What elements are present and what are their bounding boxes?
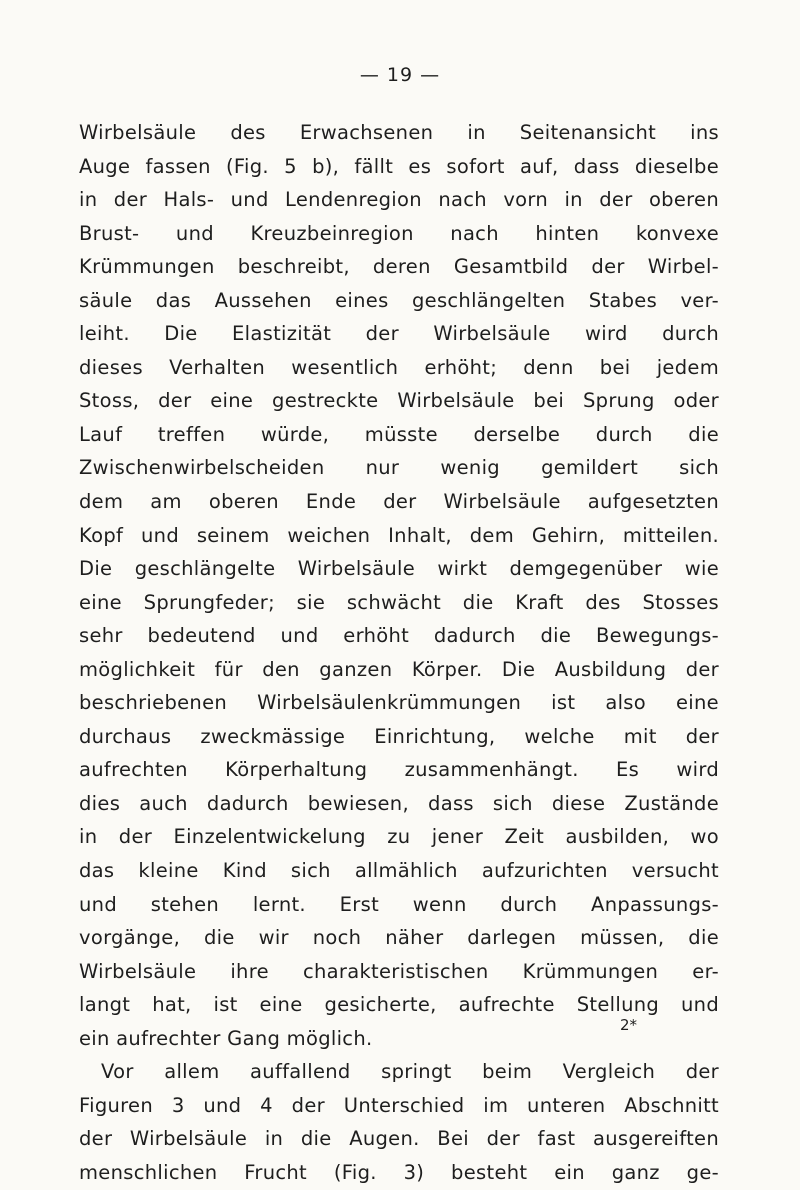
text-line: der Wirbelsäule in die Augen. Bei der fast ausgereiften xyxy=(79,1127,719,1151)
text-line: Auge fassen (Fig. 5 b), fällt es sofort auf, dass dieselbe xyxy=(79,154,719,178)
page-number: — 19 — xyxy=(359,64,441,86)
text-line: Krümmungen beschreibt, deren Gesamtbild der Wirbel- xyxy=(79,255,719,279)
text-line: Figuren 3 und 4 der Unterschied im unteren Abschnitt xyxy=(79,1093,719,1117)
text-line: in der Hals- und Lendenregion nach vorn in der oberen xyxy=(79,188,719,212)
text-line: menschlichen Frucht (Fig. 3) besteht ein ganz ge- xyxy=(79,1160,719,1184)
text-line: vorgänge, die wir noch näher darlegen müssen, die xyxy=(79,926,719,950)
text-line: Kopf und seinem weichen Inhalt, dem Gehirn, mitteilen. xyxy=(79,523,719,547)
text-line: in der Einzelentwickelung zu jener Zeit ausbilden, wo xyxy=(79,825,719,849)
text-line: Vor allem auffallend springt beim Vergleich der xyxy=(101,1060,719,1084)
text-line: leiht. Die Elastizität der Wirbelsäule wird durch xyxy=(79,322,719,346)
text-line: Lauf treffen würde, müsste derselbe durch die xyxy=(79,422,719,446)
text-line: Brust- und Kreuzbeinregion nach hinten konvexe xyxy=(79,221,719,245)
text-line: beschriebenen Wirbelsäulenkrümmungen ist also eine xyxy=(79,691,719,715)
text-line: das kleine Kind sich allmählich aufzurichten versucht xyxy=(79,859,719,883)
text-line: dies auch dadurch bewiesen, dass sich diese Zustände xyxy=(79,791,719,815)
text-line: dieses Verhalten wesentlich erhöht; denn bei jedem xyxy=(79,355,719,379)
text-line: langt hat, ist eine gesicherte, aufrechte Stellung und xyxy=(79,993,719,1017)
text-line: Wirbelsäule des Erwachsenen in Seitenansicht ins xyxy=(79,121,719,144)
text-line: Zwischenwirbelscheiden nur wenig gemildert sich xyxy=(79,456,719,480)
text-line: eine Sprungfeder; sie schwächt die Kraft des Stosses xyxy=(79,590,719,614)
text-line: durchaus zweckmässige Einrichtung, welche mit der xyxy=(79,724,719,748)
text-line: möglichkeit für den ganzen Körper. Die Ausbildung der xyxy=(79,657,719,681)
text-line: ein aufrechter Gang möglich. xyxy=(79,1026,373,1050)
text-line: dem am oberen Ende der Wirbelsäule aufgesetzten xyxy=(79,490,719,514)
text-line: säule das Aussehen eines geschlängelten Stabes ver- xyxy=(79,288,719,312)
text-line: Stoss, der eine gestreckte Wirbelsäule bei Sprung oder xyxy=(79,389,719,413)
text-line: Wirbelsäule ihre charakteristischen Krümmungen er- xyxy=(79,959,719,983)
text-line: und stehen lernt. Erst wenn durch Anpassungs- xyxy=(79,892,719,916)
signature-mark: 2* xyxy=(620,1016,638,1034)
text-line: aufrechten Körperhaltung zusammenhängt. Es wird xyxy=(79,758,719,782)
text-line: Die geschlängelte Wirbelsäule wirkt demgegenüber wie xyxy=(79,557,719,581)
text-line: sehr bedeutend und erhöht dadurch die Bewegungs- xyxy=(79,624,719,648)
